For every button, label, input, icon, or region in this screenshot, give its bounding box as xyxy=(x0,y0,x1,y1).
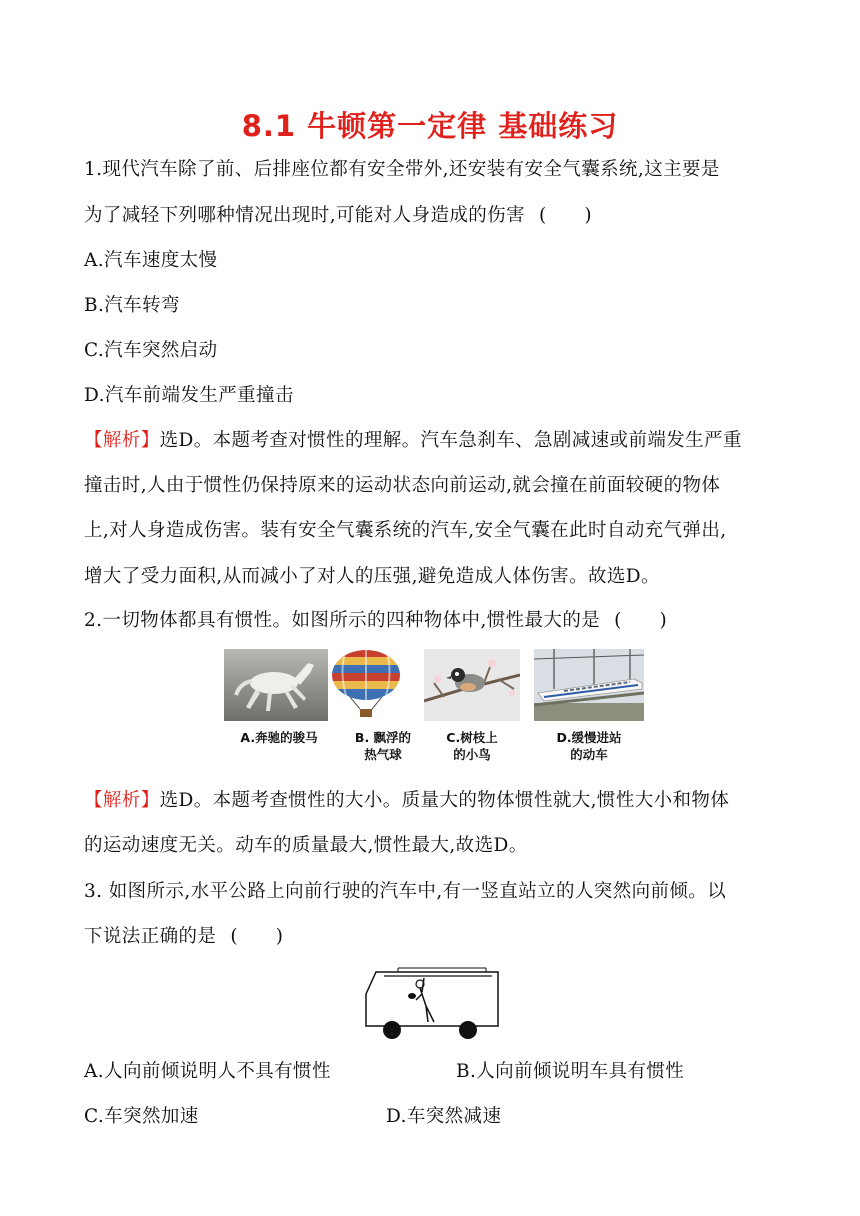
q1-analysis-line1 xyxy=(84,428,784,454)
figure-train-caption: D.缓慢进站 的动车 xyxy=(556,730,622,762)
q1-stem-text: 为了减轻下列哪种情况出现时,可能对人身造成的伤害 xyxy=(84,205,525,226)
q2-analysis-line1 xyxy=(84,788,784,814)
q1-answer-blank: ( ) xyxy=(538,205,593,226)
hot-air-balloon-photo-icon xyxy=(328,649,438,721)
q1-analysis-line4: 增大了受力面积,从而减小了对人的压强,避免造成人体伤害。故选D。 xyxy=(84,566,660,587)
figure-balloon-caption: B. 飘浮的 热气球 xyxy=(354,730,412,762)
q1-option-c: C.汽车突然启动 xyxy=(84,340,218,361)
q3-answer-blank: ( ) xyxy=(230,926,284,947)
bird-photo-icon xyxy=(424,649,520,721)
q3-option-d: D.车突然减速 xyxy=(386,1106,502,1127)
q2-analysis-line2: 的运动速度无关。动车的质量最大,惯性最大,故选D。 xyxy=(84,835,528,856)
q3-stem-line1: 3. 如图所示,水平公路上向前行驶的汽车中,有一竖直站立的人突然向前倾。以 xyxy=(84,881,727,902)
figure-bird xyxy=(424,649,520,763)
train-photo-icon xyxy=(534,649,644,721)
q1-option-d: D.汽车前端发生严重撞击 xyxy=(84,385,294,406)
page-title: 8.1 牛顿第一定律 基础练习 xyxy=(241,109,619,143)
horse-photo-icon xyxy=(224,649,334,721)
figure-bird-caption: C.树枝上 的小鸟 xyxy=(446,730,498,762)
q1-analysis-line2: 撞击时,人由于惯性仍保持原来的运动状态向前运动,就会撞在前面较硬的物体 xyxy=(84,475,721,496)
q2-figure-row xyxy=(224,649,644,769)
bus-with-passenger-drawing-icon xyxy=(362,966,504,1042)
figure-train xyxy=(534,649,644,763)
q1-analysis-tag: 【解析】 xyxy=(84,430,160,451)
q2-stem-text: 2.一切物体都具有惯性。如图所示的四种物体中,惯性最大的是 xyxy=(84,610,601,631)
q1-analysis-text: 选D。本题考查对惯性的理解。汽车急刹车、急剧减速或前端发生严重 xyxy=(159,430,742,451)
q2-stem xyxy=(84,608,784,634)
q2-answer-blank: ( ) xyxy=(614,610,668,631)
figure-horse-caption: A.奔驰的骏马 xyxy=(240,730,318,745)
q3-option-b: B.人向前倾说明车具有惯性 xyxy=(456,1061,685,1082)
q3-stem-text: 下说法正确的是 xyxy=(84,926,217,947)
q3-stem-line2 xyxy=(84,924,784,950)
q2-analysis-tag: 【解析】 xyxy=(84,790,160,811)
q2-analysis-text: 选D。本题考查惯性的大小。质量大的物体惯性就大,惯性大小和物体 xyxy=(159,790,730,811)
q1-stem-line1: 1.现代汽车除了前、后排座位都有安全带外,还安装有安全气囊系统,这主要是 xyxy=(84,159,720,180)
figure-horse xyxy=(224,649,334,746)
q1-option-a: A.汽车速度太慢 xyxy=(84,250,218,271)
q1-option-b: B.汽车转弯 xyxy=(84,295,180,316)
figure-balloon xyxy=(328,649,438,763)
q1-analysis-line3: 上,对人身造成伤害。装有安全气囊系统的汽车,安全气囊在此时自动充气弹出, xyxy=(84,520,727,541)
q3-option-c: C.车突然加速 xyxy=(84,1106,199,1127)
q3-option-a: A.人向前倾说明人不具有惯性 xyxy=(84,1061,331,1082)
q1-stem-line2 xyxy=(84,203,784,229)
